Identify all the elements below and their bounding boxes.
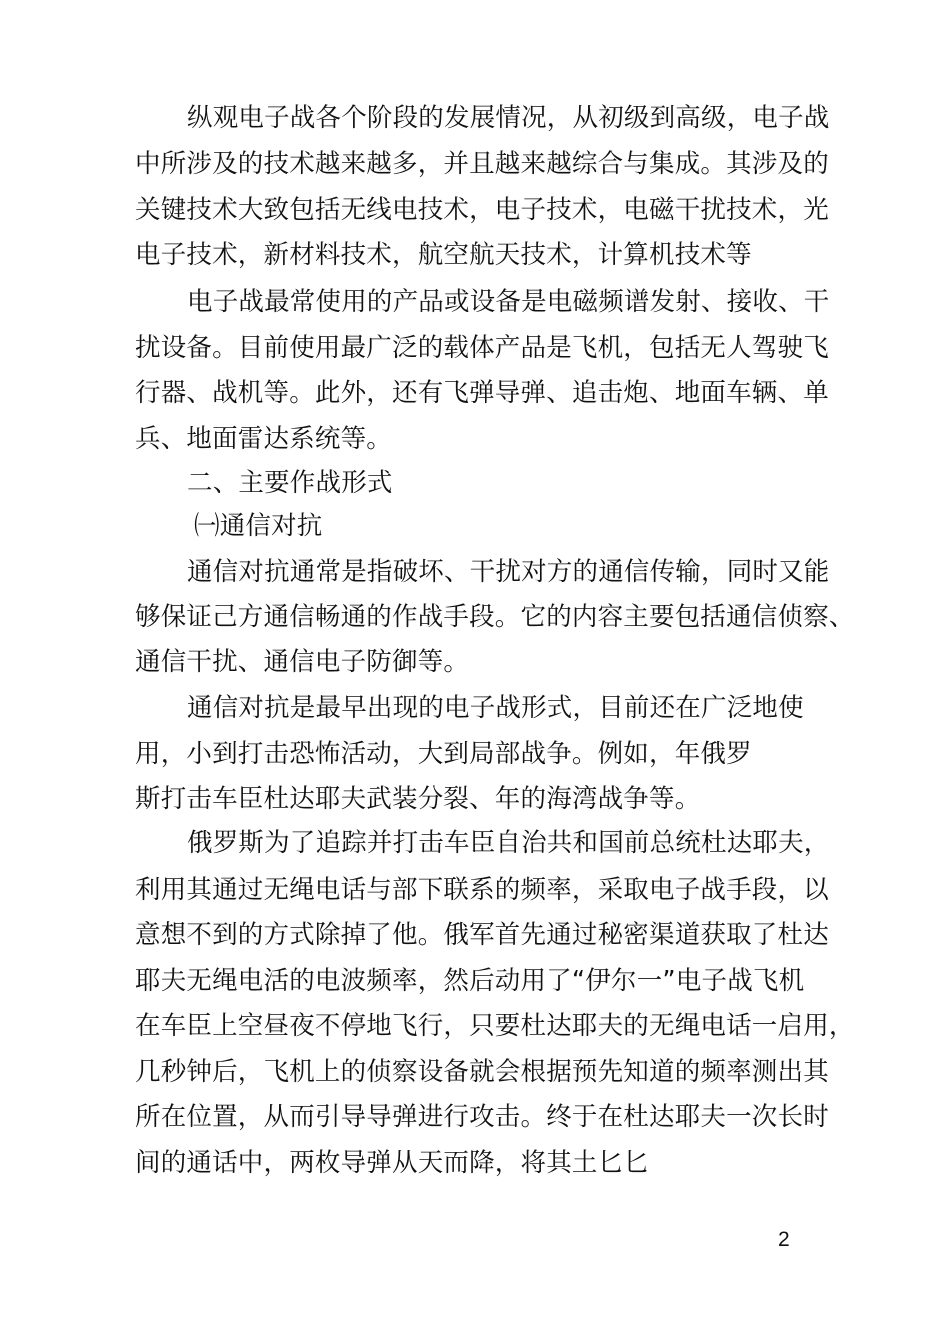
paragraph-line: 用，小到打击恐怖活动，大到局部战争。例如，年俄罗: [135, 739, 752, 769]
paragraph-line: 通信对抗通常是指破坏、干扰对方的通信传输，同时又能: [187, 557, 830, 587]
paragraph-line: 俄罗斯为了追踪并打击车臣自治共和国前总统杜达耶夫，: [187, 828, 830, 858]
paragraph-line: 纵观电子战各个阶段的发展情况，从初级到高级，电子战: [187, 103, 830, 133]
paragraph-line: 斯打击车臣杜达耶夫武装分裂、年的海湾战争等。: [135, 784, 701, 814]
paragraph-line: 关键技术大致包括无线电技术，电子技术，电磁干扰技术，光: [135, 195, 829, 225]
paragraph-line: 在车臣上空昼夜不停地飞行，只要杜达耶夫的无绳电话一启用，: [135, 1011, 855, 1041]
paragraph-line: 利用其通过无绳电话与部下联系的频率，采取电子战手段，以: [135, 875, 829, 905]
paragraph-line: 电子战最常使用的产品或设备是电磁频谱发射、接收、干: [187, 287, 830, 317]
paragraph-line: 所在位置，从而引导导弹进行攻击。终于在杜达耶夫一次长时: [135, 1102, 829, 1132]
paragraph-line: 扰设备。目前使用最广泛的载体产品是飞机，包括无人驾驶飞: [135, 333, 829, 363]
paragraph-line: 耶夫无绳电活的电波频率，然后动用了“伊尔一”电子战飞机: [135, 966, 805, 996]
paragraph-line: 兵、地面雷达系统等。: [135, 424, 393, 454]
subsection-heading: ㈠通信对抗: [194, 511, 323, 541]
paragraph-line: 行器、战机等。此外，还有飞弹导弹、追击炮、地面车辆、单: [135, 378, 829, 408]
paragraph-line: 间的通话中，两枚导弹从天而降，将其土匕匕: [135, 1148, 650, 1178]
paragraph-line: 中所涉及的技术越来越多，并且越来越综合与集成。其涉及的: [135, 149, 829, 179]
section-heading: 二、主要作战形式: [187, 468, 393, 498]
paragraph-line: 通信对抗是最早出现的电子战形式，目前还在广泛地使: [187, 693, 804, 723]
paragraph-line: 够保证己方通信畅通的作战手段。它的内容主要包括通信侦察、: [135, 602, 855, 632]
paragraph-line: 意想不到的方式除掉了他。俄军首先通过秘密渠道获取了杜达: [135, 920, 829, 950]
paragraph-line: 几秒钟后，飞机上的侦察设备就会根据预先知道的频率测出其: [135, 1057, 829, 1087]
paragraph-line: 电子技术，新材料技术，航空航天技术，计算机技术等: [135, 240, 752, 270]
page-number: 2: [778, 1228, 790, 1251]
paragraph-line: 通信干扰、通信电子防御等。: [135, 647, 470, 677]
